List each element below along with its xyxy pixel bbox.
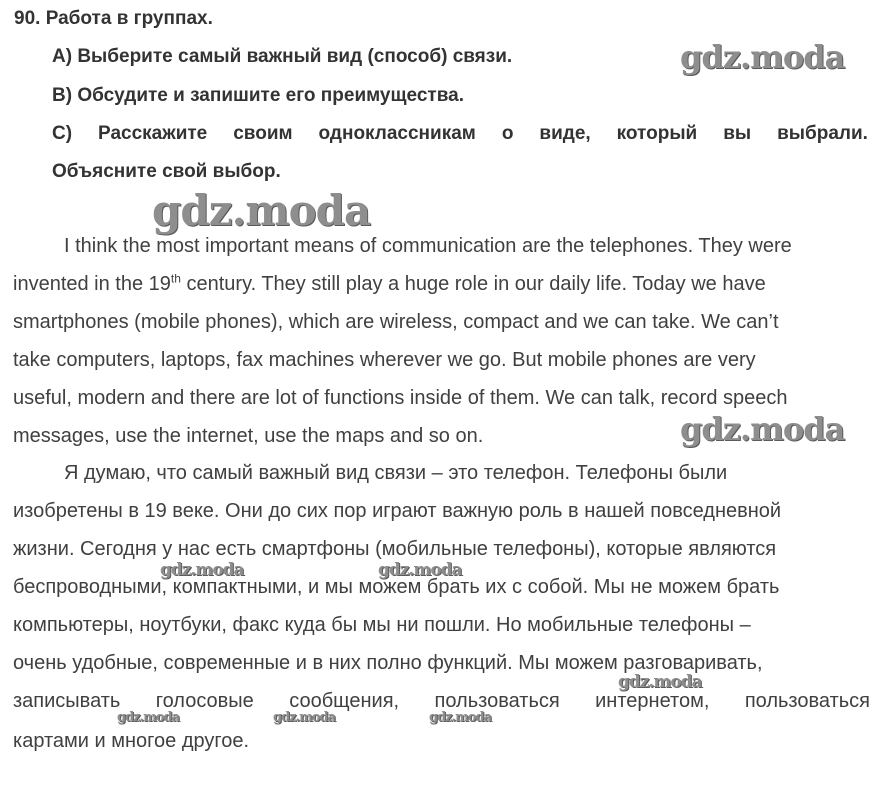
word: Расскажите [98, 123, 208, 144]
word: виде, [539, 123, 591, 144]
word: голосовые [155, 690, 254, 712]
russian-line-1: Я думаю, что самый важный вид связи – это телефон. Телефоны были [64, 462, 728, 484]
watermark-logo: gdz.moda [680, 410, 845, 448]
russian-line-8: картами и многое другое. [13, 730, 250, 752]
english-line-2-pre: invented in the 19 [13, 273, 171, 295]
russian-line-6: очень удобные, современные и в них полно функций. Мы можем разговаривать, [13, 652, 763, 674]
word: выбрали. [777, 123, 868, 144]
russian-line-5: компьютеры, ноутбуки, факс куда бы мы ни пошли. Но мобильные телефоны – [13, 614, 751, 636]
russian-line-4: беспроводными, компактными, и мы можем брать их с собой. Мы не можем брать [13, 576, 780, 598]
english-line-1: I think the most important means of communication are the telephones. They were [64, 235, 792, 257]
english-line-6: messages, use the internet, use the maps and so on. [13, 425, 484, 447]
watermark-logo: gdz.moda [152, 186, 371, 235]
russian-line-2: изобретены в 19 веке. Они до сих пор играют важную роль в нашей повседневной [13, 500, 782, 522]
word: своим [233, 123, 293, 144]
word: С) [52, 123, 73, 144]
watermark-logo: gdz.moda [117, 710, 180, 725]
task-item-b: В) Обсудите и запишите его преимущества. [52, 85, 464, 106]
english-line-4: take computers, laptops, fax machines wherever we go. But mobile phones are very [13, 349, 756, 371]
word: о [501, 123, 514, 144]
watermark-logo: gdz.moda [273, 710, 336, 725]
task-item-c-line1 [52, 123, 868, 145]
ordinal-suffix: th [170, 271, 181, 286]
watermark-logo: gdz.moda [618, 672, 702, 692]
word: который [616, 123, 698, 144]
english-line-2-post: century. They still play a huge role in our daily life. Today we have [180, 273, 766, 295]
english-line-3: smartphones (mobile phones), which are wireless, compact and we can take. We can’t [13, 311, 779, 333]
english-line-2 [13, 273, 870, 296]
task-heading: 90. Работа в группах. [14, 8, 213, 29]
word: интернетом, [595, 690, 710, 712]
english-line-5: useful, modern and there are lot of functions inside of them. We can talk, record speech [13, 387, 788, 409]
word: пользоваться [434, 690, 560, 712]
watermark-logo: gdz.moda [160, 560, 244, 580]
watermark-logo: gdz.moda [378, 560, 462, 580]
task-item-c-line2: Объясните свой выбор. [52, 161, 281, 182]
watermark-logo: gdz.moda [429, 710, 492, 725]
word: сообщения, [289, 690, 400, 712]
word: пользоваться [744, 690, 870, 712]
russian-line-3: жизни. Сегодня у нас есть смартфоны (мобильные телефоны), которые являются [13, 538, 777, 560]
task-item-a: А) Выберите самый важный вид (способ) связи. [52, 46, 513, 67]
watermark-logo: gdz.moda [680, 38, 845, 76]
word: вы [723, 123, 752, 144]
word: одноклассникам [318, 123, 476, 144]
word: записывать [13, 690, 121, 712]
